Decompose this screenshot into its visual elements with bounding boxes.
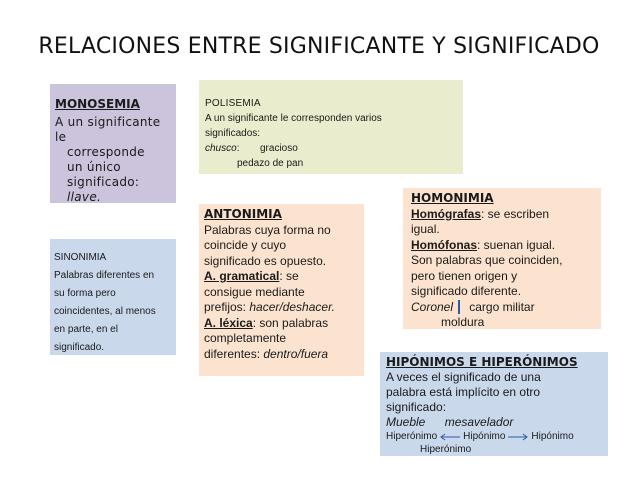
antonimia-lexica-row — [204, 316, 361, 332]
antonimia-lexica-text-2: completamente — [204, 331, 287, 345]
hiperonimos-chain-row — [386, 430, 605, 443]
hiperonimos-box — [380, 352, 608, 456]
monosemia-line-2: corresponde — [67, 145, 145, 159]
homografas-text-1: : se escriben — [481, 206, 550, 221]
polisemia-line-1: A un significante le corresponden varios — [205, 113, 382, 124]
antonimia-lexica-text-1: : son palabras — [252, 315, 329, 330]
antonimia-lexica-text-3: diferentes: — [204, 346, 264, 361]
polisemia-word: chusco — [205, 143, 237, 154]
antonimia-gramatical-text-1: : se — [279, 269, 299, 283]
homonimia-divider — [458, 300, 460, 314]
antonimia-gramatical-row — [204, 269, 361, 285]
sinonimia-heading: SINONIMIA — [54, 252, 107, 263]
monosemia-line-3: un único — [67, 160, 121, 174]
homonimia-heading: HOMONIMIA — [411, 191, 494, 205]
antonimia-lexica-label: A. léxica — [204, 315, 253, 330]
antonimia-heading: ANTONIMIA — [204, 207, 282, 221]
polisemia-heading: POLISEMIA — [205, 98, 261, 109]
antonimia-box — [199, 204, 364, 376]
arrow-left-icon — [439, 433, 461, 441]
homonimia-example-word: Coronel — [411, 299, 454, 314]
polisemia-line-2: significados: — [205, 128, 261, 139]
hiperonimos-chain-1: Hiperónimo — [386, 431, 438, 442]
hiperonimos-example-2: mesa — [444, 415, 475, 429]
antonimia-gramatical-example: hacer/deshacer. — [249, 300, 335, 314]
homonimia-line-1: Son palabras que coinciden, — [411, 253, 563, 267]
homofonas-row — [411, 238, 598, 254]
antonimia-gramatical-text-2: consigue mediante — [204, 284, 305, 299]
sinonimia-box — [50, 239, 176, 355]
polisemia-meaning-1: gracioso — [260, 143, 298, 154]
homonimia-line-2: pero tienen origen y — [411, 268, 518, 283]
hiperonimos-chain-4: Hiperónimo — [420, 444, 472, 455]
homonimia-meaning-2: moldura — [441, 315, 485, 329]
homonimia-line-3: significado diferente. — [411, 284, 522, 298]
homonimia-example-row — [411, 300, 598, 316]
antonimia-line-2: coincide y cuyo — [204, 238, 287, 252]
homografas-label: Homógrafas — [411, 206, 482, 221]
hiperonimos-example-1: Mueble — [386, 415, 426, 429]
homografas-text-2: igual. — [411, 222, 440, 236]
polisemia-example-row — [205, 141, 457, 156]
hiperonimos-heading: HIPÓNIMOS E HIPERÓNIMOS — [386, 355, 578, 369]
antonimia-gramatical-example-row — [204, 300, 361, 316]
hiperonimos-chain-2: Hipónimo — [463, 431, 506, 442]
arrow-right-icon — [507, 433, 529, 441]
polisemia-meaning-2: pedazo de pan — [237, 158, 304, 169]
antonimia-line-3: significado es opuesto. — [204, 253, 327, 268]
monosemia-example: llave. — [67, 190, 102, 203]
hiperonimos-line-2: palabra está implícito en otro — [386, 385, 541, 399]
antonimia-gramatical-label: A. gramatical — [204, 269, 280, 283]
homonimia-meaning-1: cargo militar — [469, 299, 535, 314]
sinonimia-line-4: en parte, en el — [54, 324, 118, 335]
homofonas-label: Homófonas — [411, 237, 477, 252]
hiperonimos-example-row — [386, 415, 605, 430]
monosemia-heading: MONOSEMIA — [55, 97, 140, 111]
monosemia-box — [50, 84, 176, 203]
hiperonimos-example-3: velador — [474, 415, 514, 429]
monosemia-line-4: significado: — [67, 175, 140, 189]
homofonas-text: : suenan igual. — [477, 237, 556, 252]
polisemia-colon: : — [236, 143, 240, 154]
antonimia-lexica-example: dentro/fuera — [263, 346, 329, 361]
antonimia-gramatical-text-3: prefijos: — [204, 300, 250, 314]
page-title: RELACIONES ENTRE SIGNIFICANTE Y SIGNIFICADO — [38, 34, 600, 59]
hiperonimos-chain-3: Hipónimo — [531, 431, 574, 442]
homonimia-box — [403, 188, 601, 329]
sinonimia-line-1: Palabras diferentes en — [54, 270, 155, 281]
hiperonimos-line-3: significado: — [386, 400, 447, 414]
sinonimia-line-2: su forma pero — [54, 288, 116, 299]
monosemia-line-1: A un significante le — [55, 115, 161, 144]
hiperonimos-line-1: A veces el significado de una — [386, 370, 541, 384]
sinonimia-line-3: coincidentes, al menos — [54, 306, 156, 317]
homografas-row — [411, 207, 598, 223]
antonimia-lexica-example-row — [204, 347, 361, 363]
monosemia-description — [55, 115, 172, 203]
sinonimia-line-5: significado. — [54, 342, 105, 353]
polisemia-box — [199, 80, 463, 174]
antonimia-line-1: Palabras cuya forma no — [204, 222, 331, 237]
